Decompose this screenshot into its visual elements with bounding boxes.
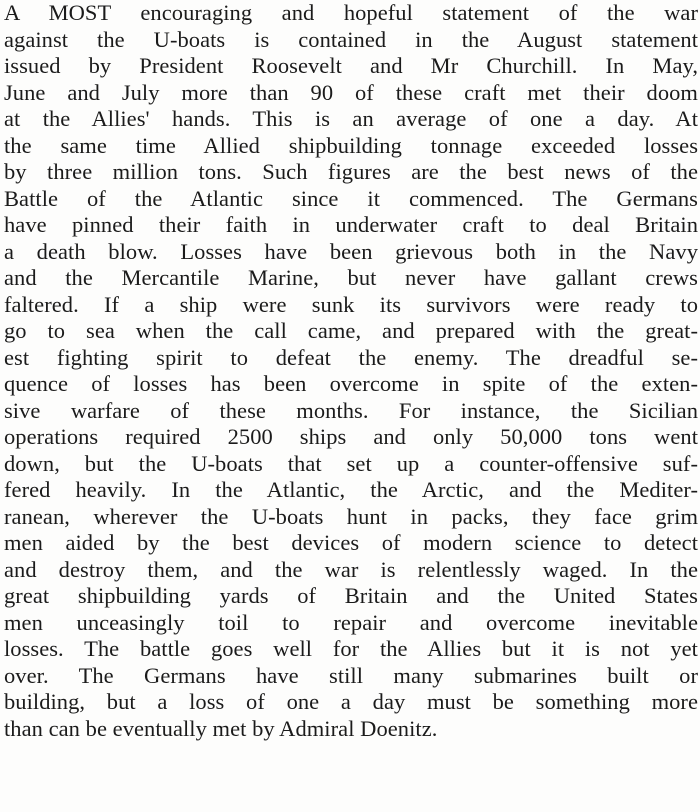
text-line-20: ranean, wherever the U-boats hunt in packs, they face grim (4, 503, 698, 529)
text-line-19: fered heavily. In the Atlantic, the Arctic, and the Mediter- (4, 477, 698, 502)
text-line-16: sive warfare of these months. For instance, the Sicilian (4, 397, 698, 423)
text-line-12: faltered. If a ship were sunk its survivors were ready to (4, 291, 698, 317)
text-line-03: issued by President Roosevelt and Mr Churchill. In May, (4, 53, 698, 78)
text-line-23: great shipbuilding yards of Britain and the United States (4, 583, 698, 608)
text-line-08: Battle of the Atlantic since it commenced. The Germans (4, 185, 698, 211)
text-line-26: over. The Germans have still many submarines built or (4, 662, 698, 688)
text-line-21: men aided by the best devices of modern science to detect (4, 530, 698, 555)
text-line-01: A MOST encouraging and hopeful statement of the war (4, 0, 698, 25)
text-line-15: quence of losses has been overcome in spite of the exten- (4, 371, 698, 396)
text-line-04: June and July more than 90 of these craft met their doom (4, 79, 698, 105)
article-body (4, 0, 698, 742)
text-line-09: have pinned their faith in underwater craft to deal Britain (4, 212, 698, 237)
text-line-10: a death blow. Losses have been grievous both in the Navy (4, 238, 698, 264)
text-line-28: than can be eventually met by Admiral Doenitz. (4, 715, 438, 741)
text-line-07: by three million tons. Such figures are the best news of the (4, 159, 698, 184)
text-line-14: est fighting spirit to defeat the enemy. The dreadful se- (4, 344, 698, 370)
text-line-18: down, but the U-boats that set up a counter-offensive suf- (4, 450, 698, 476)
text-line-11: and the Mercantile Marine, but never have gallant crews (4, 265, 698, 290)
text-line-02: against the U-boats is contained in the August statement (4, 26, 698, 52)
text-line-25: losses. The battle goes well for the Allies but it is not yet (4, 636, 698, 661)
text-line-27: building, but a loss of one a day must be something more (4, 689, 698, 714)
text-line-17: operations required 2500 ships and only 50,000 tons went (4, 424, 698, 449)
text-line-06: the same time Allied shipbuilding tonnage exceeded losses (4, 132, 698, 158)
text-line-22: and destroy them, and the war is relentlessly waged. In the (4, 556, 698, 582)
text-line-13: go to sea when the call came, and prepared with the great- (4, 318, 698, 343)
text-line-24: men unceasingly toil to repair and overcome inevitable (4, 609, 698, 635)
text-line-05: at the Allies' hands. This is an average of one a day. At (4, 106, 698, 131)
